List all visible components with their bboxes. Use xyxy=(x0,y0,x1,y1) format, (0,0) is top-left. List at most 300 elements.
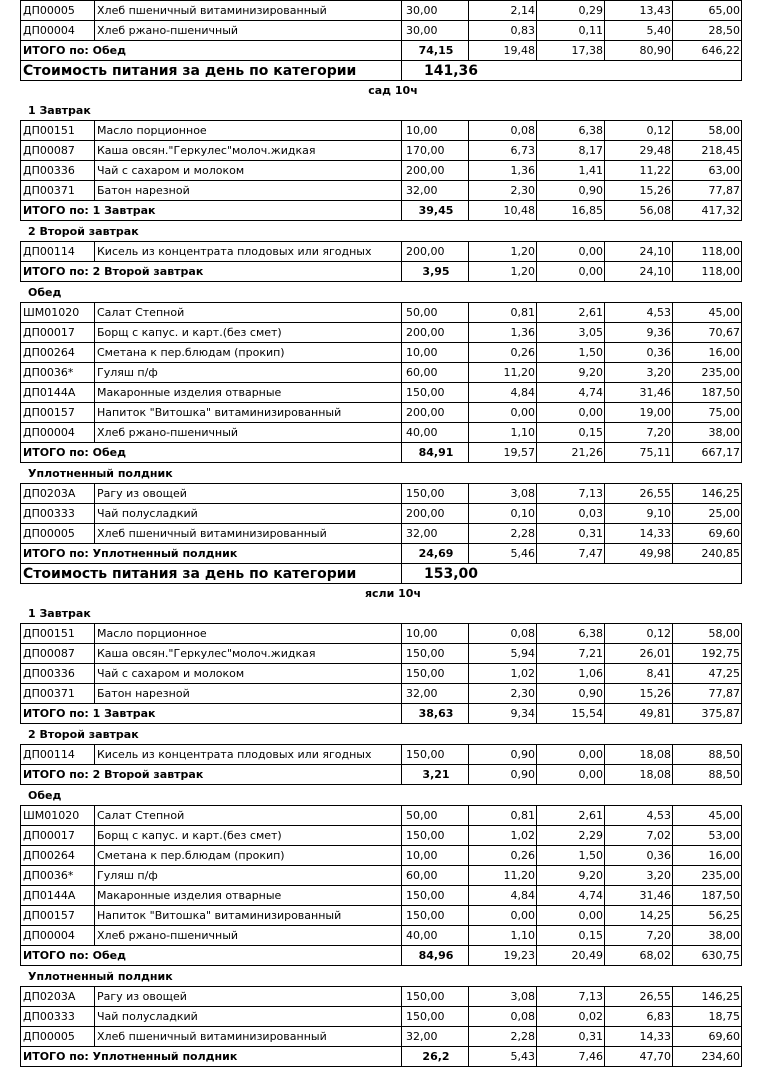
dish-kcal: 63,00 xyxy=(673,161,742,181)
dish-name: Гуляш п/ф xyxy=(95,363,402,383)
dish-code: ДП00371 xyxy=(21,684,95,704)
meal-total-fat: 16,85 xyxy=(537,201,605,221)
dish-kcal: 69,60 xyxy=(673,524,742,544)
dish-carbs: 0,36 xyxy=(605,343,673,363)
dish-name: Макаронные изделия отварные xyxy=(95,383,402,403)
meal-title: 1 Завтрак xyxy=(28,607,91,620)
dish-protein: 1,36 xyxy=(469,161,537,181)
dish-protein: 3,08 xyxy=(469,484,537,504)
meal-total-kcal: 375,87 xyxy=(673,704,742,724)
dish-name: Каша овсян."Геркулес"молоч.жидкая xyxy=(95,141,402,161)
dish-fat: 0,00 xyxy=(537,403,605,423)
dish-carbs: 31,46 xyxy=(605,383,673,403)
dish-name: Хлеб пшеничный витаминизированный xyxy=(95,524,402,544)
dish-name: Сметана к пер.блюдам (прокип) xyxy=(95,343,402,363)
day-cost-value: 141,36 xyxy=(402,61,742,81)
dish-name: Макаронные изделия отварные xyxy=(95,886,402,906)
dish-kcal: 77,87 xyxy=(673,181,742,201)
dish-kcal: 235,00 xyxy=(673,363,742,383)
dish-code: ДП00114 xyxy=(21,745,95,765)
dish-carbs: 4,53 xyxy=(605,303,673,323)
dish-carbs: 5,40 xyxy=(605,21,673,41)
dish-weight: 30,00 xyxy=(402,21,469,41)
dish-carbs: 9,36 xyxy=(605,323,673,343)
dish-kcal: 18,75 xyxy=(673,1007,742,1027)
dish-row xyxy=(21,21,742,41)
dish-row xyxy=(21,745,742,765)
dish-kcal: 146,25 xyxy=(673,987,742,1007)
dish-fat: 4,74 xyxy=(537,383,605,403)
dish-name: Чай полусладкий xyxy=(95,504,402,524)
dish-protein: 6,73 xyxy=(469,141,537,161)
dish-code: ДП00004 xyxy=(21,926,95,946)
dish-protein: 11,20 xyxy=(469,866,537,886)
dish-weight: 50,00 xyxy=(402,806,469,826)
dish-kcal: 70,67 xyxy=(673,323,742,343)
dish-fat: 0,15 xyxy=(537,423,605,443)
dish-name: Салат Степной xyxy=(95,806,402,826)
dish-protein: 1,02 xyxy=(469,664,537,684)
meal-total-protein: 0,90 xyxy=(469,765,537,785)
dish-name: Масло порционное xyxy=(95,121,402,141)
dish-code: ДП00336 xyxy=(21,664,95,684)
dish-name: Чай с сахаром и молоком xyxy=(95,664,402,684)
dish-code: ДП00114 xyxy=(21,242,95,262)
dish-weight: 200,00 xyxy=(402,504,469,524)
meal-title: Обед xyxy=(28,789,62,802)
dish-code: ДП00005 xyxy=(21,524,95,544)
meal-table xyxy=(20,623,742,724)
dish-kcal: 187,50 xyxy=(673,383,742,403)
dish-weight: 40,00 xyxy=(402,423,469,443)
dish-protein: 4,84 xyxy=(469,886,537,906)
dish-weight: 150,00 xyxy=(402,745,469,765)
dish-code: ДП00004 xyxy=(21,423,95,443)
dish-fat: 0,00 xyxy=(537,745,605,765)
meal-total-carbs: 80,90 xyxy=(605,41,673,61)
dish-kcal: 16,00 xyxy=(673,343,742,363)
dish-code: ДП00087 xyxy=(21,141,95,161)
dish-protein: 0,81 xyxy=(469,806,537,826)
meal-total-fat: 21,26 xyxy=(537,443,605,463)
dish-fat: 0,15 xyxy=(537,926,605,946)
dish-fat: 0,29 xyxy=(537,1,605,21)
meal-total-row xyxy=(21,443,742,463)
dish-kcal: 235,00 xyxy=(673,866,742,886)
dish-row xyxy=(21,343,742,363)
dish-fat: 8,17 xyxy=(537,141,605,161)
dish-weight: 32,00 xyxy=(402,1027,469,1047)
dish-fat: 9,20 xyxy=(537,363,605,383)
meal-title: Обед xyxy=(28,286,62,299)
dish-protein: 1,10 xyxy=(469,423,537,443)
dish-carbs: 19,00 xyxy=(605,403,673,423)
dish-row xyxy=(21,242,742,262)
dish-carbs: 3,20 xyxy=(605,866,673,886)
dish-protein: 1,10 xyxy=(469,926,537,946)
meal-title: 1 Завтрак xyxy=(28,104,91,117)
dish-protein: 0,26 xyxy=(469,343,537,363)
dish-weight: 10,00 xyxy=(402,343,469,363)
dish-code: ДП00087 xyxy=(21,644,95,664)
dish-weight: 150,00 xyxy=(402,484,469,504)
dish-carbs: 15,26 xyxy=(605,181,673,201)
meal-total-kcal: 667,17 xyxy=(673,443,742,463)
dish-row xyxy=(21,161,742,181)
dish-row xyxy=(21,504,742,524)
dish-name: Рагу из овощей xyxy=(95,987,402,1007)
dish-fat: 2,61 xyxy=(537,806,605,826)
meal-table xyxy=(20,483,742,584)
dish-weight: 170,00 xyxy=(402,141,469,161)
dish-carbs: 18,08 xyxy=(605,745,673,765)
dish-carbs: 26,55 xyxy=(605,484,673,504)
dish-kcal: 58,00 xyxy=(673,121,742,141)
dish-row xyxy=(21,141,742,161)
meal-total-carbs: 75,11 xyxy=(605,443,673,463)
dish-name: Рагу из овощей xyxy=(95,484,402,504)
dish-name: Борщ с капус. и карт.(без смет) xyxy=(95,323,402,343)
dish-weight: 50,00 xyxy=(402,303,469,323)
dish-fat: 0,02 xyxy=(537,1007,605,1027)
dish-kcal: 38,00 xyxy=(673,926,742,946)
meal-table xyxy=(20,241,742,282)
dish-name: Кисель из концентрата плодовых или ягодных xyxy=(95,242,402,262)
dish-fat: 7,13 xyxy=(537,987,605,1007)
dish-protein: 2,28 xyxy=(469,1027,537,1047)
dish-name: Хлеб пшеничный витаминизированный xyxy=(95,1027,402,1047)
meal-total-cost: 74,15 xyxy=(402,41,469,61)
dish-row xyxy=(21,987,742,1007)
dish-carbs: 24,10 xyxy=(605,242,673,262)
meal-table xyxy=(20,986,742,1067)
dish-row xyxy=(21,303,742,323)
dish-weight: 32,00 xyxy=(402,181,469,201)
dish-fat: 4,74 xyxy=(537,886,605,906)
meal-total-protein: 19,23 xyxy=(469,946,537,966)
dish-row xyxy=(21,423,742,443)
dish-code: ДП00151 xyxy=(21,121,95,141)
dish-kcal: 192,75 xyxy=(673,644,742,664)
dish-weight: 150,00 xyxy=(402,826,469,846)
dish-protein: 0,00 xyxy=(469,906,537,926)
dish-kcal: 118,00 xyxy=(673,242,742,262)
meal-total-cost: 84,91 xyxy=(402,443,469,463)
dish-name: Каша овсян."Геркулес"молоч.жидкая xyxy=(95,644,402,664)
meal-total-cost: 38,63 xyxy=(402,704,469,724)
meal-total-row xyxy=(21,544,742,564)
dish-kcal: 16,00 xyxy=(673,846,742,866)
day-cost-label: Стоимость питания за день по категории xyxy=(21,61,402,81)
meal-total-row xyxy=(21,765,742,785)
category-title: ясли 10ч xyxy=(364,587,422,600)
meal-total-protein: 5,43 xyxy=(469,1047,537,1067)
dish-code: ДП0144А xyxy=(21,383,95,403)
dish-protein: 2,30 xyxy=(469,181,537,201)
dish-kcal: 58,00 xyxy=(673,624,742,644)
dish-kcal: 88,50 xyxy=(673,745,742,765)
dish-row xyxy=(21,886,742,906)
meal-title: Уплотненный полдник xyxy=(28,467,173,480)
dish-code: ШМ01020 xyxy=(21,806,95,826)
dish-protein: 0,00 xyxy=(469,403,537,423)
dish-weight: 200,00 xyxy=(402,161,469,181)
dish-carbs: 14,25 xyxy=(605,906,673,926)
dish-code: ДП0036* xyxy=(21,363,95,383)
dish-row xyxy=(21,403,742,423)
day-cost-label: Стоимость питания за день по категории xyxy=(21,564,402,584)
dish-code: ДП00333 xyxy=(21,1007,95,1027)
dish-fat: 7,13 xyxy=(537,484,605,504)
dish-row xyxy=(21,644,742,664)
meal-total-label: ИТОГО по: Уплотненный полдник xyxy=(21,544,402,564)
meal-total-carbs: 24,10 xyxy=(605,262,673,282)
dish-protein: 0,10 xyxy=(469,504,537,524)
dish-weight: 32,00 xyxy=(402,524,469,544)
dish-fat: 1,50 xyxy=(537,846,605,866)
dish-weight: 40,00 xyxy=(402,926,469,946)
meal-title: 2 Второй завтрак xyxy=(28,728,139,741)
dish-code: ДП00005 xyxy=(21,1027,95,1047)
meal-total-fat: 17,38 xyxy=(537,41,605,61)
dish-code: ДП00333 xyxy=(21,504,95,524)
dish-protein: 0,08 xyxy=(469,1007,537,1027)
meal-total-fat: 20,49 xyxy=(537,946,605,966)
dish-fat: 0,90 xyxy=(537,684,605,704)
meal-total-carbs: 56,08 xyxy=(605,201,673,221)
dish-fat: 0,31 xyxy=(537,524,605,544)
dish-kcal: 218,45 xyxy=(673,141,742,161)
meal-total-protein: 10,48 xyxy=(469,201,537,221)
dish-code: ДП00371 xyxy=(21,181,95,201)
meal-total-kcal: 630,75 xyxy=(673,946,742,966)
dish-code: ДП00005 xyxy=(21,1,95,21)
meal-table xyxy=(20,805,742,966)
day-cost-value: 153,00 xyxy=(402,564,742,584)
dish-carbs: 0,12 xyxy=(605,121,673,141)
dish-weight: 200,00 xyxy=(402,323,469,343)
dish-carbs: 26,01 xyxy=(605,644,673,664)
meal-total-label: ИТОГО по: 2 Второй завтрак xyxy=(21,765,402,785)
dish-protein: 3,08 xyxy=(469,987,537,1007)
dish-name: Хлеб пшеничный витаминизированный xyxy=(95,1,402,21)
dish-kcal: 146,25 xyxy=(673,484,742,504)
dish-weight: 60,00 xyxy=(402,363,469,383)
dish-kcal: 77,87 xyxy=(673,684,742,704)
dish-row xyxy=(21,624,742,644)
meal-total-carbs: 49,98 xyxy=(605,544,673,564)
meal-total-protein: 1,20 xyxy=(469,262,537,282)
dish-kcal: 53,00 xyxy=(673,826,742,846)
meal-table xyxy=(20,302,742,463)
meal-total-fat: 15,54 xyxy=(537,704,605,724)
dish-fat: 2,29 xyxy=(537,826,605,846)
dish-code: ДП0036* xyxy=(21,866,95,886)
dish-row xyxy=(21,684,742,704)
dish-name: Напиток "Витошка" витаминизированный xyxy=(95,403,402,423)
dish-code: ДП00017 xyxy=(21,826,95,846)
dish-fat: 0,00 xyxy=(537,906,605,926)
dish-kcal: 47,25 xyxy=(673,664,742,684)
dish-row xyxy=(21,664,742,684)
dish-fat: 0,11 xyxy=(537,21,605,41)
meal-table xyxy=(20,120,742,221)
meal-total-carbs: 47,70 xyxy=(605,1047,673,1067)
dish-weight: 150,00 xyxy=(402,1007,469,1027)
dish-name: Салат Степной xyxy=(95,303,402,323)
dish-carbs: 7,20 xyxy=(605,926,673,946)
meal-total-row xyxy=(21,41,742,61)
meal-table xyxy=(20,0,742,81)
dish-weight: 10,00 xyxy=(402,624,469,644)
dish-protein: 4,84 xyxy=(469,383,537,403)
meal-total-row xyxy=(21,946,742,966)
dish-carbs: 26,55 xyxy=(605,987,673,1007)
dish-name: Сметана к пер.блюдам (прокип) xyxy=(95,846,402,866)
dish-kcal: 69,60 xyxy=(673,1027,742,1047)
dish-fat: 1,41 xyxy=(537,161,605,181)
meal-total-label: ИТОГО по: 1 Завтрак xyxy=(21,201,402,221)
meal-total-cost: 3,21 xyxy=(402,765,469,785)
dish-carbs: 14,33 xyxy=(605,524,673,544)
dish-protein: 11,20 xyxy=(469,363,537,383)
dish-name: Борщ с капус. и карт.(без смет) xyxy=(95,826,402,846)
dish-row xyxy=(21,323,742,343)
dish-carbs: 15,26 xyxy=(605,684,673,704)
meal-table xyxy=(20,744,742,785)
dish-row xyxy=(21,826,742,846)
dish-code: ДП00004 xyxy=(21,21,95,41)
meal-total-protein: 19,57 xyxy=(469,443,537,463)
dish-name: Батон нарезной xyxy=(95,684,402,704)
dish-row xyxy=(21,1007,742,1027)
dish-weight: 200,00 xyxy=(402,403,469,423)
meal-total-label: ИТОГО по: Обед xyxy=(21,946,402,966)
dish-carbs: 29,48 xyxy=(605,141,673,161)
meal-total-protein: 9,34 xyxy=(469,704,537,724)
dish-row xyxy=(21,906,742,926)
dish-fat: 1,06 xyxy=(537,664,605,684)
meal-total-row xyxy=(21,201,742,221)
dish-carbs: 0,12 xyxy=(605,624,673,644)
dish-protein: 0,26 xyxy=(469,846,537,866)
dish-fat: 0,03 xyxy=(537,504,605,524)
dish-row xyxy=(21,1,742,21)
dish-kcal: 28,50 xyxy=(673,21,742,41)
meal-total-cost: 39,45 xyxy=(402,201,469,221)
dish-carbs: 7,20 xyxy=(605,423,673,443)
dish-name: Хлеб ржано-пшеничный xyxy=(95,21,402,41)
dish-code: ДП0203А xyxy=(21,987,95,1007)
dish-row xyxy=(21,866,742,886)
meal-total-kcal: 234,60 xyxy=(673,1047,742,1067)
dish-code: ДП0203А xyxy=(21,484,95,504)
meal-title: 2 Второй завтрак xyxy=(28,225,139,238)
dish-weight: 10,00 xyxy=(402,846,469,866)
dish-name: Чай с сахаром и молоком xyxy=(95,161,402,181)
category-title: сад 10ч xyxy=(368,84,418,97)
dish-code: ДП00017 xyxy=(21,323,95,343)
meal-total-label: ИТОГО по: Обед xyxy=(21,443,402,463)
dish-code: ДП00157 xyxy=(21,403,95,423)
meal-total-kcal: 240,85 xyxy=(673,544,742,564)
dish-protein: 5,94 xyxy=(469,644,537,664)
dish-code: ШМ01020 xyxy=(21,303,95,323)
dish-row xyxy=(21,181,742,201)
dish-weight: 150,00 xyxy=(402,664,469,684)
dish-carbs: 8,41 xyxy=(605,664,673,684)
meal-total-fat: 0,00 xyxy=(537,765,605,785)
dish-row xyxy=(21,121,742,141)
dish-carbs: 31,46 xyxy=(605,886,673,906)
dish-kcal: 25,00 xyxy=(673,504,742,524)
day-cost-row xyxy=(21,564,742,584)
dish-weight: 150,00 xyxy=(402,644,469,664)
meal-total-kcal: 88,50 xyxy=(673,765,742,785)
meal-total-fat: 0,00 xyxy=(537,262,605,282)
dish-row xyxy=(21,846,742,866)
dish-protein: 0,08 xyxy=(469,624,537,644)
meal-total-protein: 5,46 xyxy=(469,544,537,564)
dish-protein: 2,14 xyxy=(469,1,537,21)
dish-row xyxy=(21,484,742,504)
dish-row xyxy=(21,1027,742,1047)
dish-protein: 0,83 xyxy=(469,21,537,41)
dish-name: Чай полусладкий xyxy=(95,1007,402,1027)
dish-carbs: 11,22 xyxy=(605,161,673,181)
dish-code: ДП00336 xyxy=(21,161,95,181)
dish-name: Батон нарезной xyxy=(95,181,402,201)
dish-weight: 150,00 xyxy=(402,906,469,926)
dish-carbs: 13,43 xyxy=(605,1,673,21)
dish-protein: 0,90 xyxy=(469,745,537,765)
dish-carbs: 0,36 xyxy=(605,846,673,866)
dish-weight: 200,00 xyxy=(402,242,469,262)
dish-fat: 6,38 xyxy=(537,121,605,141)
dish-fat: 9,20 xyxy=(537,866,605,886)
dish-weight: 150,00 xyxy=(402,383,469,403)
dish-name: Гуляш п/ф xyxy=(95,866,402,886)
meal-total-label: ИТОГО по: 1 Завтрак xyxy=(21,704,402,724)
meal-total-cost: 24,69 xyxy=(402,544,469,564)
meal-total-kcal: 646,22 xyxy=(673,41,742,61)
dish-code: ДП00157 xyxy=(21,906,95,926)
day-cost-row xyxy=(21,61,742,81)
meal-total-carbs: 49,81 xyxy=(605,704,673,724)
dish-carbs: 3,20 xyxy=(605,363,673,383)
meal-total-carbs: 18,08 xyxy=(605,765,673,785)
meal-total-carbs: 68,02 xyxy=(605,946,673,966)
dish-row xyxy=(21,383,742,403)
dish-protein: 1,20 xyxy=(469,242,537,262)
dish-protein: 1,36 xyxy=(469,323,537,343)
dish-code: ДП0144А xyxy=(21,886,95,906)
meal-total-kcal: 417,32 xyxy=(673,201,742,221)
dish-name: Кисель из концентрата плодовых или ягодных xyxy=(95,745,402,765)
dish-protein: 1,02 xyxy=(469,826,537,846)
dish-kcal: 187,50 xyxy=(673,886,742,906)
dish-weight: 150,00 xyxy=(402,987,469,1007)
meal-total-label: ИТОГО по: Уплотненный полдник xyxy=(21,1047,402,1067)
dish-weight: 30,00 xyxy=(402,1,469,21)
dish-row xyxy=(21,926,742,946)
meal-total-fat: 7,46 xyxy=(537,1047,605,1067)
meal-total-kcal: 118,00 xyxy=(673,262,742,282)
dish-code: ДП00264 xyxy=(21,846,95,866)
dish-name: Хлеб ржано-пшеничный xyxy=(95,926,402,946)
dish-fat: 2,61 xyxy=(537,303,605,323)
meal-total-row xyxy=(21,1047,742,1067)
